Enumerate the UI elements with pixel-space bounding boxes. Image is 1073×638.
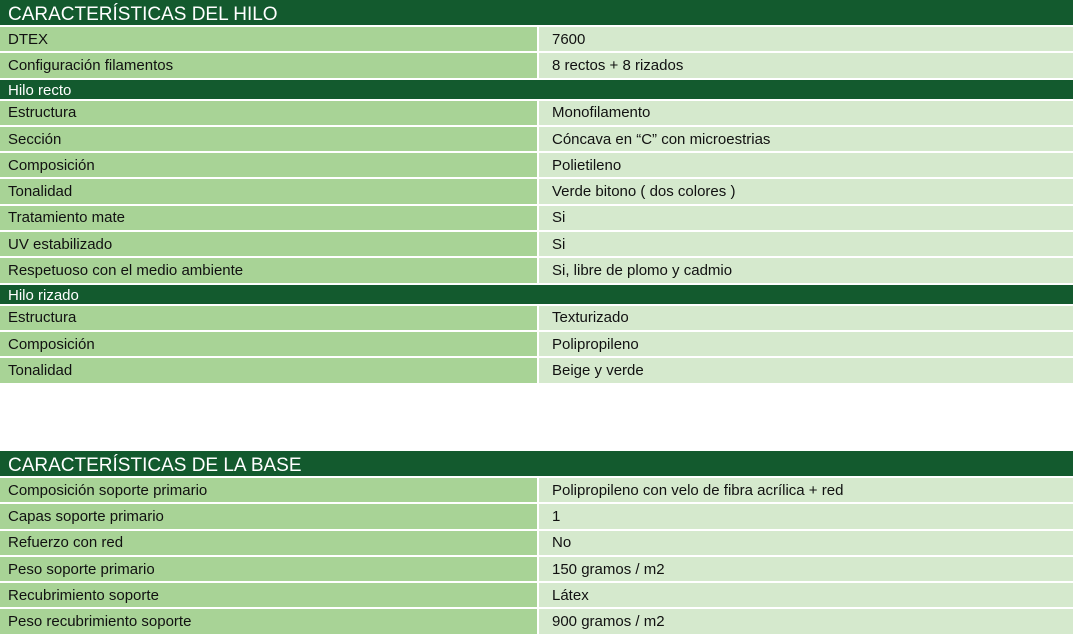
table-row [0,179,1073,205]
row-value: Beige y verde [537,358,1073,382]
row-label: Tratamiento mate [0,206,537,230]
row-label: Composición [0,332,537,356]
table-row [0,258,1073,284]
table-row [0,358,1073,384]
base-table-title: CARACTERÍSTICAS DE LA BASE [0,451,1073,478]
row-value: Si [537,206,1073,230]
table-row [0,153,1073,179]
base-characteristics-table [0,451,1073,636]
straight-thread-section-header: Hilo recto [0,80,1073,101]
row-value: Polipropileno [537,332,1073,356]
row-label: Tonalidad [0,179,537,203]
table-row [0,27,1073,53]
table-row [0,232,1073,258]
table-row [0,127,1073,153]
row-value: Látex [537,583,1073,607]
curly-thread-section-header: Hilo rizado [0,285,1073,306]
row-value: Monofilamento [537,101,1073,125]
row-label: Respetuoso con el medio ambiente [0,258,537,282]
table-row [0,504,1073,530]
row-label: UV estabilizado [0,232,537,256]
row-label: Estructura [0,306,537,330]
row-value: Polietileno [537,153,1073,177]
table-row [0,101,1073,127]
row-value: Verde bitono ( dos colores ) [537,179,1073,203]
row-value: Si [537,232,1073,256]
row-label: Capas soporte primario [0,504,537,528]
row-label: DTEX [0,27,537,51]
row-value: 900 gramos / m2 [537,609,1073,633]
row-label: Composición [0,153,537,177]
row-value: Si, libre de plomo y cadmio [537,258,1073,282]
row-label: Composición soporte primario [0,478,537,502]
row-label: Refuerzo con red [0,531,537,555]
thread-table-title: CARACTERÍSTICAS DEL HILO [0,0,1073,27]
table-row [0,478,1073,504]
row-value: Polipropileno con velo de fibra acrílica + red [537,478,1073,502]
row-label: Configuración filamentos [0,53,537,77]
table-row [0,583,1073,609]
table-row [0,531,1073,557]
row-label: Tonalidad [0,358,537,382]
row-value: No [537,531,1073,555]
table-row [0,609,1073,635]
row-value: Texturizado [537,306,1073,330]
row-label: Peso soporte primario [0,557,537,581]
row-value: 1 [537,504,1073,528]
row-label: Estructura [0,101,537,125]
row-value: Cóncava en “C” con microestrias [537,127,1073,151]
row-value: 8 rectos + 8 rizados [537,53,1073,77]
table-row [0,53,1073,79]
table-row [0,332,1073,358]
row-label: Peso recubrimiento soporte [0,609,537,633]
row-value: 150 gramos / m2 [537,557,1073,581]
table-row [0,557,1073,583]
row-label: Sección [0,127,537,151]
row-label: Recubrimiento soporte [0,583,537,607]
table-row [0,306,1073,332]
row-value: 7600 [537,27,1073,51]
table-row [0,206,1073,232]
